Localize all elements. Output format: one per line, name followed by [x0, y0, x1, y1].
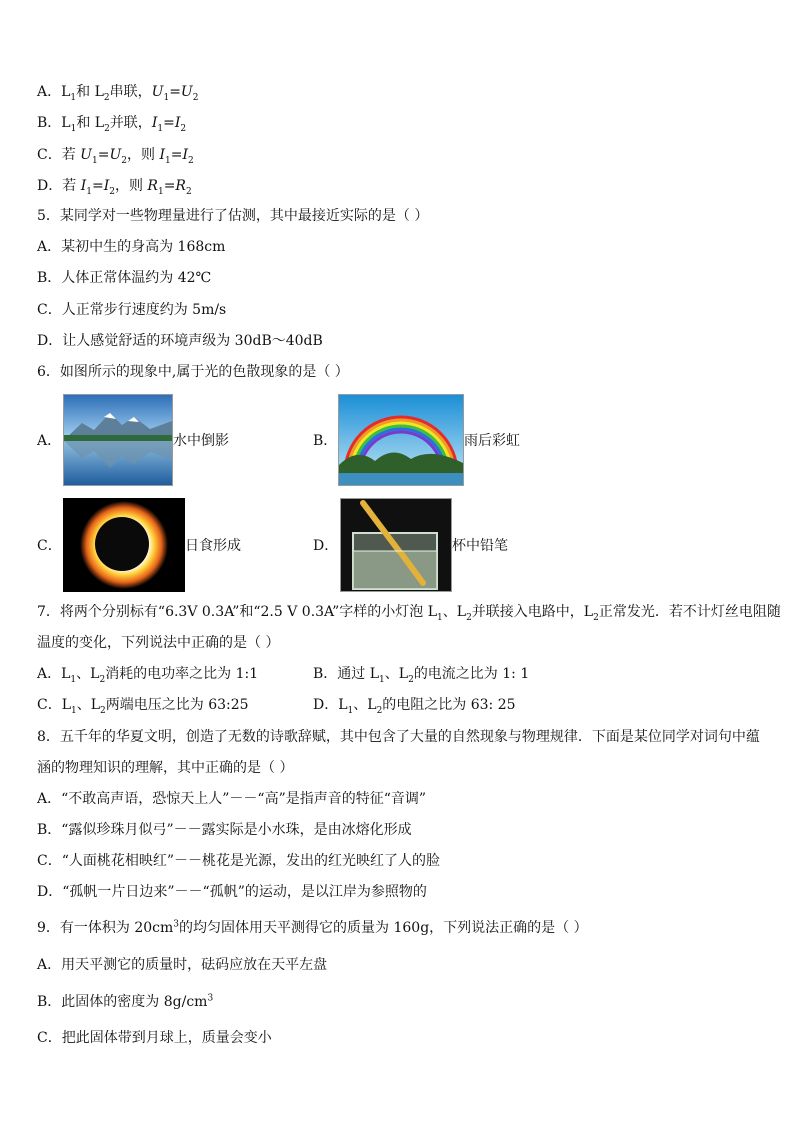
q6-option-a-caption: 水中倒影: [173, 433, 229, 449]
q6-option-d-letter: D．: [313, 538, 339, 554]
rainbow-photo-icon: [338, 394, 464, 486]
q9-option-b: B．此固体的密度为 $8g/cm^3$: [37, 993, 214, 1010]
q8-stem-line1: 8．五千年的华夏文明，创造了无数的诗歌辞赋，其中包含了大量的自然现象与物理规律．下面是某位同学对词句中蕴: [37, 729, 760, 745]
q6-option-b-caption: 雨后彩虹: [464, 433, 520, 449]
q6-option-a-letter: A．: [37, 433, 62, 449]
q6-option-d-caption: 杯中铅笔: [452, 538, 508, 554]
q5-option-c: C．人正常步行速度约为 5m/s: [37, 302, 227, 318]
q5-option-b: B．人体正常体温约为 42℃: [37, 270, 212, 286]
q6-option-c: [37, 498, 241, 592]
q6-option-a: [37, 394, 229, 486]
q6-option-d: [313, 498, 508, 592]
q6-stem: 6．如图所示的现象中,属于光的色散现象的是（ ）: [37, 364, 349, 380]
q9-stem: 9．有一体积为 $20cm^3$的均匀固体用天平测得它的质量为 160g，下列说法正确的是（ ）: [37, 919, 588, 936]
q8-option-b: B．“露似珍珠月似弓”－－露实际是小水珠，是由冰熔化形成: [37, 822, 412, 838]
q5-option-d: D．让人感觉舒适的环境声级为 30dB～40dB: [37, 333, 323, 349]
q4-option-c: C．若 $U_1=U_2$，则 $I_1=I_2$: [37, 147, 194, 166]
q8-option-d: D．“孤帆一片日边来”－－“孤帆”的运动，是以江岸为参照物的: [37, 884, 427, 900]
q7-option-a: A．$L_1$、$L_2$消耗的电功率之比为 1:1: [37, 666, 259, 685]
q7-stem-line2: 温度的变化，下列说法中正确的是（ ）: [37, 635, 280, 651]
lake-reflection-photo-icon: [63, 394, 173, 486]
q5-option-a: A．某初中生的身高为 168cm: [37, 239, 226, 255]
q4-option-a: A．$L_1$和 $L_2$串联，$U_1=U_2$: [37, 84, 199, 103]
q7-option-d: D．$L_1$、$L_2$的电阻之比为 63: 25: [313, 697, 516, 716]
pencil-in-glass-photo-icon: [340, 498, 452, 592]
q6-option-b-letter: B．: [313, 433, 338, 449]
q6-option-c-caption: 日食形成: [185, 538, 241, 554]
q8-option-c: C．“人面桃花相映红”－－桃花是光源，发出的红光映红了人的脸: [37, 853, 441, 869]
q8-stem-line2: 涵的物理知识的理解，其中正确的是（ ）: [37, 760, 294, 776]
q7-option-b: B．通过 $L_1$、$L_2$的电流之比为 1: 1: [313, 666, 530, 685]
q6-option-c-letter: C．: [37, 538, 62, 554]
q4-option-b: B．$L_1$和 $L_2$并联，$I_1=I_2$: [37, 115, 187, 134]
q6-option-b: [313, 394, 520, 486]
q7-option-c: C．$L_1$、$L_2$两端电压之比为 63:25: [37, 697, 249, 716]
q9-option-a: A．用天平测它的质量时，砝码应放在天平左盘: [37, 957, 328, 973]
solar-eclipse-photo-icon: [63, 498, 185, 592]
q8-option-a: A．“不敢高声语，恐惊天上人”－－“高”是指声音的特征“音调”: [37, 791, 427, 807]
q5-stem: 5．某同学对一些物理量进行了估测，其中最接近实际的是（ ）: [37, 208, 429, 224]
q9-option-c: C．把此固体带到月球上，质量会变小: [37, 1030, 272, 1046]
q7-stem-line1: 7．将两个分别标有“6.3V 0.3A”和“2.5 V 0.3A”字样的小灯泡 $L_1$、$L_2$并联接入电路中，$L_2$正常发光．若不计灯丝电阻随: [37, 604, 781, 623]
q4-option-d: D．若 $I_1=I_2$，则 $R_1=R_2$: [37, 178, 192, 197]
